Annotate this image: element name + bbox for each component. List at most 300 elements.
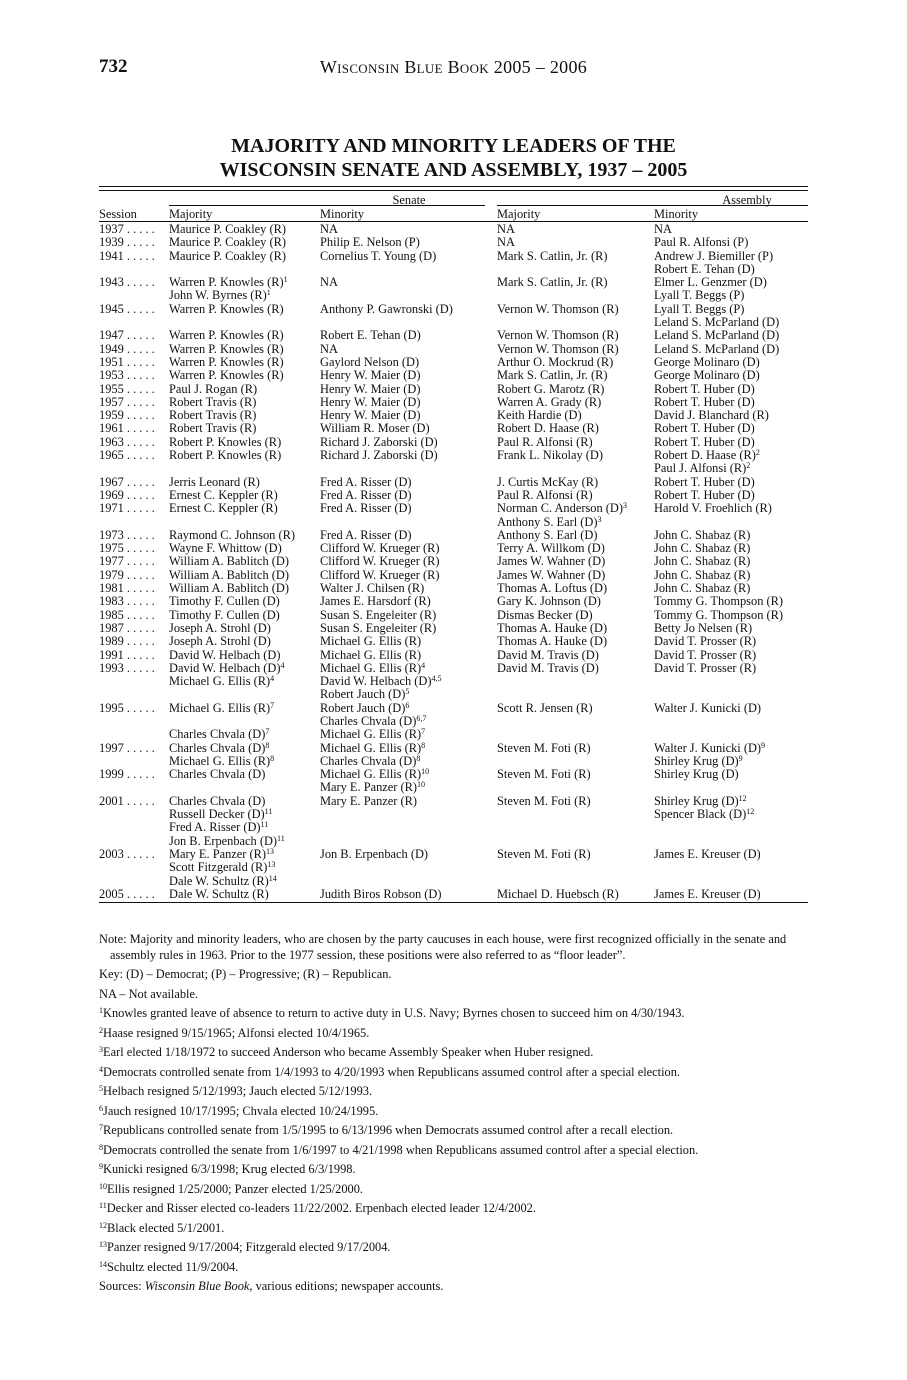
assembly-majority-cell (497, 595, 601, 608)
assembly-minority-cell (654, 808, 754, 821)
session-cell (99, 276, 155, 289)
assembly-minority-cell-text: Paul R. Alfonsi (P) (654, 235, 749, 250)
senate-minority-cell-text: Judith Biros Robson (D) (320, 886, 442, 901)
senate-majority-cell-text: Charles Chvala (D) (169, 727, 266, 742)
group-assembly: Assembly (722, 193, 772, 207)
senate-minority-cell-text: Henry W. Maier (D) (320, 394, 421, 409)
session-cell-text: 1937 . . . . . (99, 222, 155, 236)
assembly-minority-cell-text: NA (654, 222, 672, 236)
assembly-minority-cell-text: Robert T. Huber (D) (654, 421, 755, 436)
session-cell-text: 1993 . . . . . (99, 660, 155, 675)
table-row (99, 422, 808, 435)
senate-majority-cell (169, 808, 272, 821)
senate-majority-cell (169, 609, 280, 622)
table-row (99, 755, 808, 768)
assembly-minority-cell-text: David T. Prosser (R) (654, 660, 757, 675)
assembly-majority-cell (497, 489, 593, 502)
assembly-majority-cell (497, 635, 607, 648)
table-row (99, 329, 808, 342)
assembly-minority-cell (654, 542, 750, 555)
footnote (99, 1104, 808, 1120)
senate-minority-cell (320, 702, 409, 715)
senate-majority-cell (169, 768, 265, 781)
session-cell (99, 223, 155, 236)
session-cell-text: 1997 . . . . . (99, 740, 155, 755)
senate-majority-cell (169, 476, 260, 489)
footnote-ref: 4,5 (431, 674, 442, 684)
senate-minority-cell-text: Susan S. Engeleiter (R) (320, 620, 437, 635)
senate-majority-cell-text: Ernest C. Keppler (R) (169, 501, 278, 516)
footnote-ref: 8 (416, 753, 421, 763)
assembly-majority-cell (497, 422, 599, 435)
assembly-majority-cell-text: Scott R. Jensen (R) (497, 700, 593, 715)
session-cell (99, 609, 155, 622)
assembly-minority-cell-text: Leland S. McParland (D) (654, 341, 780, 356)
footnote-number: 2 (99, 1025, 103, 1035)
assembly-majority-cell (497, 662, 599, 675)
col-assembly-majority: Majority (497, 207, 541, 221)
assembly-minority-cell-text: Robert T. Huber (D) (654, 394, 755, 409)
senate-minority-cell (320, 369, 420, 382)
assembly-minority-cell (654, 409, 769, 422)
assembly-majority-cell-text: Arthur O. Mockrud (R) (497, 354, 614, 369)
senate-majority-cell (169, 489, 278, 502)
footnote-number: 1 (99, 1006, 103, 1015)
table-row (99, 781, 808, 794)
assembly-minority-cell-text: John C. Shabaz (R) (654, 541, 751, 556)
assembly-majority-cell-text: Michael D. Huebsch (R) (497, 886, 619, 901)
assembly-majority-cell (497, 702, 593, 715)
assembly-minority-cell (654, 356, 760, 369)
senate-minority-cell-text: Robert Jauch (D) (320, 687, 406, 702)
session-cell-text: 2001 . . . . . (99, 793, 155, 808)
footnote-ref: 6 (405, 700, 410, 710)
assembly-minority-cell-text: David J. Blanchard (R) (654, 408, 769, 423)
session-cell-text: 1971 . . . . . (99, 501, 155, 516)
session-cell (99, 329, 155, 342)
session-cell (99, 303, 155, 316)
senate-minority-cell (320, 555, 440, 568)
footnote-ref: 7 (270, 700, 275, 710)
page-number: 732 (99, 56, 128, 77)
assembly-majority-cell (497, 449, 603, 462)
table-row (99, 383, 808, 396)
table-row (99, 649, 808, 662)
senate-minority-cell (320, 609, 436, 622)
table-row (99, 808, 808, 821)
senate-minority-cell (320, 888, 442, 901)
footnote-number: 13 (99, 1240, 107, 1249)
table-body (99, 222, 808, 901)
assembly-majority-cell-text: Mark S. Catlin, Jr. (R) (497, 368, 608, 383)
session-cell-text: 1983 . . . . . (99, 594, 155, 609)
footnote (99, 1201, 808, 1217)
session-cell-text: 1963 . . . . . (99, 434, 155, 449)
senate-minority-cell (320, 622, 436, 635)
senate-minority-cell-text: Clifford W. Krueger (R) (320, 567, 440, 582)
session-cell-text: 1973 . . . . . (99, 527, 155, 542)
senate-majority-cell (169, 649, 281, 662)
assembly-majority-cell-text: Mark S. Catlin, Jr. (R) (497, 275, 608, 290)
assembly-majority-cell (497, 622, 607, 635)
assembly-majority-cell-text: Anthony S. Earl (D) (497, 527, 598, 542)
assembly-majority-cell-text: Warren A. Grady (R) (497, 394, 602, 409)
table-row (99, 821, 808, 834)
table-row (99, 356, 808, 369)
session-cell (99, 489, 155, 502)
assembly-majority-cell-text: Paul R. Alfonsi (R) (497, 487, 593, 502)
key-text: Key: (D) – Democrat; (P) – Progressive; (R) – Republican. (99, 967, 392, 981)
senate-minority-cell (320, 848, 428, 861)
assembly-majority-cell (497, 276, 607, 289)
assembly-minority-cell-text: Spencer Black (D) (654, 807, 747, 822)
footnote (99, 1026, 808, 1042)
assembly-majority-cell (497, 409, 582, 422)
leaders-table (99, 186, 808, 903)
senate-majority-cell (169, 250, 286, 263)
senate-minority-cell (320, 396, 420, 409)
table-row (99, 529, 808, 542)
table-row (99, 702, 808, 715)
table-row (99, 848, 808, 861)
senate-majority-cell-text: Dale W. Schultz (R) (169, 886, 269, 901)
table-row (99, 795, 808, 808)
senate-minority-cell (320, 635, 421, 648)
senate-minority-cell-text: Henry W. Maier (D) (320, 381, 421, 396)
senate-minority-cell-text: Charles Chvala (D) (320, 713, 417, 728)
senate-majority-cell-text: Maurice P. Coakley (R) (169, 235, 286, 250)
assembly-minority-cell-text: Lyall T. Beggs (P) (654, 288, 745, 303)
senate-minority-cell-text: Fred A. Risser (D) (320, 474, 412, 489)
senate-minority-cell-text: Fred A. Risser (D) (320, 487, 412, 502)
assembly-majority-cell (497, 768, 591, 781)
senate-majority-cell (169, 529, 295, 542)
senate-minority-cell (320, 303, 453, 316)
senate-minority-cell-text: Fred A. Risser (D) (320, 501, 412, 516)
session-cell (99, 476, 155, 489)
footnote-text: Republicans controlled senate from 1/5/1995 to 6/13/1996 when Democrats assumed control after a recall election. (103, 1123, 674, 1137)
senate-majority-cell-text: Robert Travis (R) (169, 394, 257, 409)
session-cell (99, 888, 155, 901)
senate-majority-cell (169, 303, 284, 316)
senate-minority-cell-text: Mary E. Panzer (R) (320, 793, 418, 808)
assembly-minority-cell (654, 795, 747, 808)
assembly-minority-cell (654, 502, 772, 515)
footnote-text: Ellis resigned 1/25/2000; Panzer elected 1/25/2000. (107, 1181, 364, 1196)
note-text: Note: Majority and minority leaders, who are chosen by the party caucuses in each house, were first recognized officially in the senate and assembly rules in 1963. Prior to the 1977 session, these positions were also referred to as “floor leader”. (99, 932, 787, 962)
senate-minority-cell-text: Gaylord Nelson (D) (320, 354, 420, 369)
senate-minority-cell-text: Michael G. Ellis (R) (320, 634, 422, 649)
assembly-minority-cell-text: Walter J. Kunicki (D) (654, 740, 762, 755)
senate-minority-cell-text: Michael G. Ellis (R) (320, 727, 422, 742)
footnote-ref: 9 (738, 753, 743, 763)
senate-majority-cell-text: Warren P. Knowles (R) (169, 275, 284, 290)
session-cell-text: 1965 . . . . . (99, 448, 155, 463)
table-row (99, 396, 808, 409)
session-cell-text: 1989 . . . . . (99, 634, 155, 649)
table-row (99, 675, 808, 688)
senate-minority-cell-text: Clifford W. Krueger (R) (320, 541, 440, 556)
senate-majority-cell (169, 821, 268, 834)
footnote-ref: 4 (280, 660, 285, 670)
assembly-majority-cell-text: Steven M. Foti (R) (497, 793, 591, 808)
senate-minority-cell (320, 582, 424, 595)
senate-majority-cell (169, 675, 274, 688)
senate-majority-cell-text: Ernest C. Keppler (R) (169, 487, 278, 502)
assembly-majority-cell (497, 223, 515, 236)
session-cell (99, 569, 155, 582)
assembly-majority-cell-text: Paul R. Alfonsi (R) (497, 434, 593, 449)
senate-minority-cell-text: Robert Jauch (D) (320, 700, 406, 715)
table-row (99, 715, 808, 728)
assembly-minority-cell (654, 329, 779, 342)
session-cell (99, 702, 155, 715)
session-cell-text: 2005 . . . . . (99, 886, 155, 901)
session-cell-text: 1951 . . . . . (99, 354, 155, 369)
senate-minority-cell (320, 755, 420, 768)
assembly-majority-cell (497, 529, 598, 542)
senate-minority-cell-text: NA (320, 222, 338, 236)
session-cell-text: 1995 . . . . . (99, 700, 155, 715)
senate-majority-cell-text: Raymond C. Johnson (R) (169, 527, 295, 542)
session-cell (99, 369, 155, 382)
session-cell-text: 1949 . . . . . (99, 341, 155, 356)
assembly-majority-cell (497, 303, 619, 316)
session-cell (99, 383, 155, 396)
table-row (99, 316, 808, 329)
assembly-majority-cell-text: James W. Wahner (D) (497, 554, 606, 569)
footnote (99, 1182, 808, 1198)
assembly-majority-cell-text: Vernon W. Thomson (R) (497, 341, 619, 356)
footnote-ref: 9 (761, 740, 766, 750)
table-row (99, 861, 808, 874)
senate-minority-cell-text: Henry W. Maier (D) (320, 408, 421, 423)
senate-majority-cell (169, 795, 265, 808)
col-session: Session (99, 207, 137, 221)
senate-minority-cell (320, 595, 431, 608)
table-row (99, 476, 808, 489)
senate-majority-cell-text: Robert P. Knowles (R) (169, 434, 282, 449)
footnote-number: 4 (99, 1064, 103, 1074)
senate-minority-cell-text: Mary E. Panzer (R) (320, 780, 418, 795)
assembly-minority-cell (654, 555, 750, 568)
footnote (99, 1045, 808, 1061)
assembly-majority-cell (497, 569, 605, 582)
senate-minority-cell-text: Robert E. Tehan (D) (320, 328, 421, 343)
assembly-majority-cell (497, 250, 607, 263)
session-cell (99, 250, 155, 263)
running-head (99, 56, 808, 82)
col-assembly-minority: Minority (654, 207, 699, 221)
senate-minority-cell-text: Michael G. Ellis (R) (320, 647, 422, 662)
footnote-ref: 4 (270, 674, 275, 684)
sources-rest: various editions; newspaper accounts. (252, 1279, 444, 1293)
assembly-majority-cell (497, 356, 613, 369)
assembly-majority-cell (497, 236, 515, 249)
assembly-minority-cell (654, 702, 761, 715)
assembly-minority-cell-text: Leland S. McParland (D) (654, 328, 780, 343)
footnote-text: Kunicki resigned 6/3/1998; Krug elected 6/3/1998. (103, 1162, 356, 1176)
assembly-minority-cell (654, 422, 755, 435)
session-cell (99, 848, 155, 861)
assembly-minority-cell-text: John C. Shabaz (R) (654, 581, 751, 596)
footnote-text: Decker and Risser elected co-leaders 11/22/2002. Erpenbach elected leader 12/4/2002. (106, 1201, 536, 1215)
assembly-minority-cell-text: John C. Shabaz (R) (654, 527, 751, 542)
assembly-minority-cell-text: George Molinaro (D) (654, 354, 760, 369)
table-row (99, 595, 808, 608)
footnote-ref: 11 (264, 807, 273, 817)
senate-minority-cell (320, 781, 425, 794)
footnote-ref: 7 (421, 727, 426, 737)
session-cell (99, 502, 155, 515)
assembly-majority-cell-text: Norman C. Anderson (D) (497, 501, 623, 516)
senate-majority-cell (169, 223, 286, 236)
assembly-minority-cell-text: Harold V. Froehlich (R) (654, 501, 772, 516)
senate-majority-cell (169, 635, 271, 648)
assembly-majority-cell-text: Terry A. Willkom (D) (497, 541, 605, 556)
session-cell (99, 742, 155, 755)
senate-majority-cell-text: Warren P. Knowles (R) (169, 368, 284, 383)
senate-majority-cell (169, 289, 271, 302)
table-row (99, 462, 808, 475)
table-bottom-rule (99, 902, 808, 903)
assembly-minority-cell (654, 436, 755, 449)
senate-minority-cell (320, 742, 425, 755)
session-cell (99, 795, 155, 808)
assembly-minority-cell (654, 662, 756, 675)
senate-majority-cell-text: Timothy F. Cullen (D) (169, 607, 280, 622)
session-cell-text: 1975 . . . . . (99, 541, 155, 556)
senate-majority-cell-text: John W. Byrnes (R) (169, 288, 267, 303)
assembly-minority-cell (654, 569, 750, 582)
senate-majority-cell-text: Warren P. Knowles (R) (169, 328, 284, 343)
senate-minority-cell (320, 688, 409, 701)
senate-minority-cell (320, 422, 430, 435)
session-cell (99, 662, 155, 675)
session-cell-text: 1987 . . . . . (99, 620, 155, 635)
assembly-majority-cell-text: Robert D. Haase (R) (497, 421, 599, 436)
table-row (99, 875, 808, 888)
senate-majority-cell (169, 848, 274, 861)
session-cell-text: 1961 . . . . . (99, 421, 155, 436)
senate-minority-cell-text: NA (320, 275, 338, 290)
assembly-minority-cell-text: George Molinaro (D) (654, 368, 760, 383)
senate-minority-cell-text: Richard J. Zaborski (D) (320, 434, 438, 449)
table-row (99, 516, 808, 529)
senate-majority-cell (169, 422, 256, 435)
footnote-number: 11 (99, 1201, 107, 1210)
footnote-text: Democrats controlled the senate from 1/6/1997 to 4/21/1998 when Republicans assumed control after a special election. (103, 1142, 699, 1157)
table-row (99, 502, 808, 515)
senate-majority-cell-text: Robert Travis (R) (169, 408, 257, 423)
assembly-minority-cell-text: James E. Kreuser (D) (654, 846, 761, 861)
table-row (99, 449, 808, 462)
assembly-minority-cell (654, 449, 760, 462)
footnote-text: Schultz elected 11/9/2004. (107, 1259, 239, 1274)
assembly-majority-cell-text: David M. Travis (D) (497, 660, 599, 675)
session-cell-text: 1959 . . . . . (99, 408, 155, 423)
senate-minority-cell (320, 449, 438, 462)
senate-majority-cell (169, 582, 289, 595)
session-cell (99, 356, 155, 369)
table-row (99, 635, 808, 648)
session-cell (99, 542, 155, 555)
senate-minority-cell (320, 250, 436, 263)
assembly-minority-cell (654, 223, 672, 236)
assembly-minority-cell-text: Shirley Krug (D) (654, 753, 739, 768)
senate-majority-cell-text: Charles Chvala (D) (169, 793, 266, 808)
senate-minority-cell (320, 343, 338, 356)
footnote-number: 12 (99, 1220, 107, 1230)
table-row (99, 555, 808, 568)
senate-majority-cell (169, 702, 274, 715)
session-cell (99, 343, 155, 356)
table-row (99, 223, 808, 236)
session-cell-text: 1977 . . . . . (99, 554, 155, 569)
session-cell (99, 449, 155, 462)
table-row (99, 888, 808, 901)
session-cell-text: 2003 . . . . . (99, 846, 155, 861)
assembly-minority-cell (654, 742, 765, 755)
footnote-number: 9 (99, 1162, 103, 1171)
senate-minority-cell-text: Henry W. Maier (D) (320, 368, 421, 383)
footnote-number: 3 (99, 1045, 103, 1054)
senate-majority-cell (169, 369, 284, 382)
senate-majority-cell (169, 383, 257, 396)
senate-majority-cell-text: Timothy F. Cullen (D) (169, 594, 280, 609)
footnote-ref: 8 (421, 740, 426, 750)
senate-minority-cell (320, 675, 442, 688)
footnote (99, 1123, 808, 1139)
footnote-ref: 8 (270, 753, 275, 763)
assembly-majority-cell (497, 476, 598, 489)
footnote (99, 1162, 808, 1178)
footnote-ref: 1 (266, 288, 271, 298)
senate-minority-cell (320, 476, 412, 489)
assembly-majority-cell (497, 516, 602, 529)
table-row (99, 609, 808, 622)
senate-majority-cell-text: Mary E. Panzer (R) (169, 846, 267, 861)
assembly-majority-cell (497, 795, 591, 808)
session-cell-text: 1967 . . . . . (99, 474, 155, 489)
assembly-majority-cell-text: Frank L. Nikolay (D) (497, 448, 603, 463)
senate-minority-cell (320, 728, 425, 741)
senate-minority-cell (320, 569, 440, 582)
assembly-majority-cell (497, 888, 619, 901)
session-cell (99, 396, 155, 409)
table-row (99, 542, 808, 555)
sources-title: Wisconsin Blue Book, (144, 1279, 253, 1293)
assembly-minority-cell-text: Robert T. Huber (D) (654, 487, 755, 502)
senate-minority-cell-text: James E. Harsdorf (R) (320, 594, 431, 609)
assembly-minority-cell-text: John C. Shabaz (R) (654, 554, 751, 569)
assembly-majority-cell (497, 436, 593, 449)
senate-minority-cell-text: Michael G. Ellis (R) (320, 660, 422, 675)
senate-majority-cell (169, 542, 282, 555)
footnote-ref: 2 (755, 448, 760, 458)
senate-minority-cell (320, 409, 420, 422)
assembly-minority-cell (654, 462, 750, 475)
assembly-minority-cell (654, 529, 750, 542)
footnote-text: Haase resigned 9/15/1965; Alfonsi elected 10/4/1965. (103, 1025, 370, 1040)
session-cell (99, 622, 155, 635)
senate-minority-cell-text: William R. Moser (D) (320, 421, 430, 436)
assembly-minority-cell-text: Elmer L. Genzmer (D) (654, 275, 767, 290)
assembly-majority-cell-text: Steven M. Foti (R) (497, 740, 591, 755)
footnote-number: 6 (99, 1103, 103, 1113)
senate-majority-cell-text: Wayne F. Whittow (D) (169, 541, 282, 556)
assembly-majority-cell (497, 649, 599, 662)
